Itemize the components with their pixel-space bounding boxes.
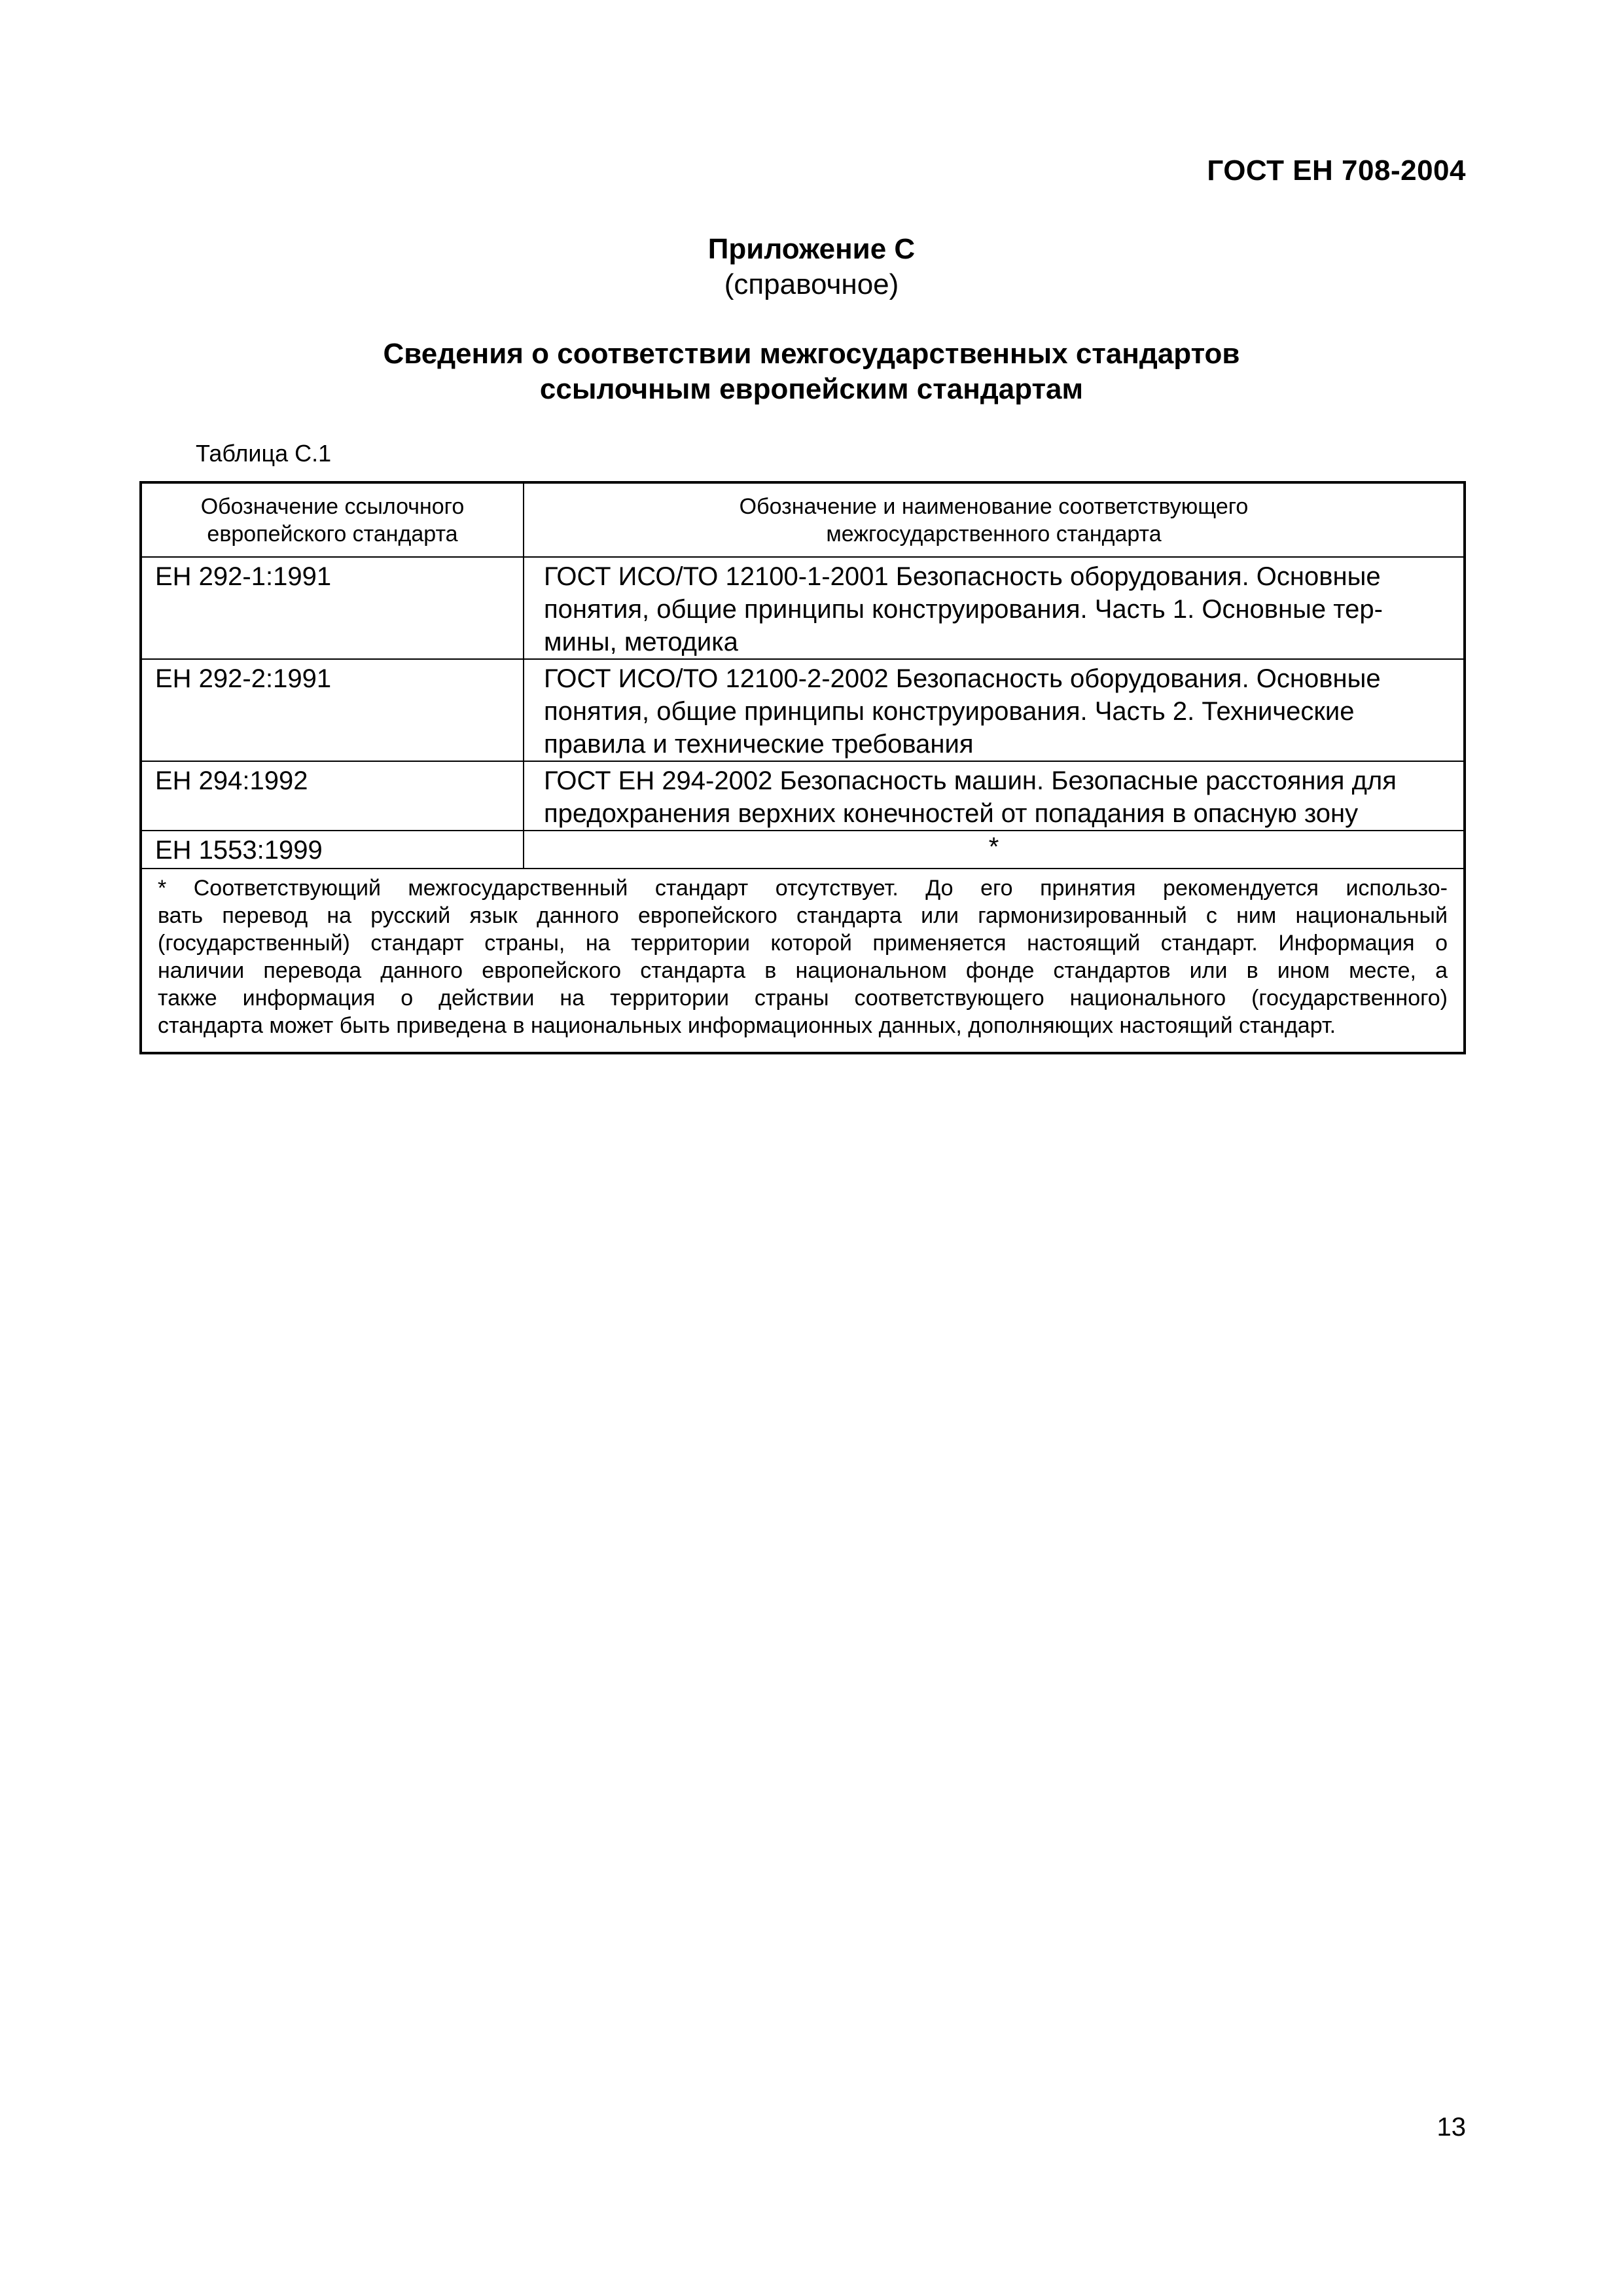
ref-standard-code: ЕН 292-1:1991 bbox=[142, 557, 524, 659]
table-row bbox=[142, 557, 1463, 659]
table-row bbox=[142, 831, 1463, 869]
interstate-standard-name: ГОСТ ИСО/ТО 12100-2-2002 Безопасность оборудования. Основные понятия, общие принципы конструирования. Часть 2. Технические правила и технические требования bbox=[524, 659, 1463, 761]
heading-line-2: ссылочным европейским стандартам bbox=[539, 373, 1084, 405]
table-header-row bbox=[142, 484, 1463, 557]
header-ref-standard: Обозначение ссылочного европейского стандарта bbox=[142, 484, 524, 557]
table-footnote: * Соответствующий межгосударственный стандарт отсутствует. До его принятия рекомендуется использо- вать перевод на русский язык данного европейского стандарта или гармонизированный с ним национальный (государственный) стандарт страны, на территории которой применяется настоящий стандарт. Информация о наличии перевода данного европейского стандарта в национальном фонде стандартов или в ином месте, а также информация о действии на территории страны соответствующего национального (государственного) стандарта может быть приведена в национальных информационных данных, дополняющих настоящий стандарт. bbox=[142, 869, 1463, 1052]
table-footnote-row bbox=[142, 869, 1463, 1052]
section-heading bbox=[0, 336, 1623, 407]
header-interstate-standard: Обозначение и наименование соответствующего межгосударственного стандарта bbox=[524, 484, 1463, 557]
correspondence-table bbox=[139, 481, 1466, 1054]
page-number: 13 bbox=[1436, 2113, 1466, 2142]
ref-standard-code: ЕН 292-2:1991 bbox=[142, 659, 524, 761]
table-caption: Таблица С.1 bbox=[196, 440, 332, 467]
interstate-standard-name: ГОСТ ЕН 294-2002 Безопасность машин. Безопасные расстояния для предохранения верхних конечностей от попадания в опасную зону bbox=[524, 761, 1463, 831]
ref-standard-code: ЕН 1553:1999 bbox=[142, 831, 524, 869]
heading-line-1: Сведения о соответствии межгосударственных стандартов bbox=[383, 338, 1240, 370]
document-code: ГОСТ ЕН 708-2004 bbox=[1207, 154, 1466, 187]
table-row bbox=[142, 659, 1463, 761]
annex-status: (справочное) bbox=[724, 268, 899, 300]
table-row bbox=[142, 761, 1463, 831]
footnote-marker: * bbox=[524, 831, 1463, 869]
ref-standard-code: ЕН 294:1992 bbox=[142, 761, 524, 831]
annex-title: Приложение С bbox=[707, 233, 916, 265]
interstate-standard-name: ГОСТ ИСО/ТО 12100-1-2001 Безопасность оборудования. Основные понятия, общие принципы конструирования. Часть 1. Основные тер- мины, методика bbox=[524, 557, 1463, 659]
